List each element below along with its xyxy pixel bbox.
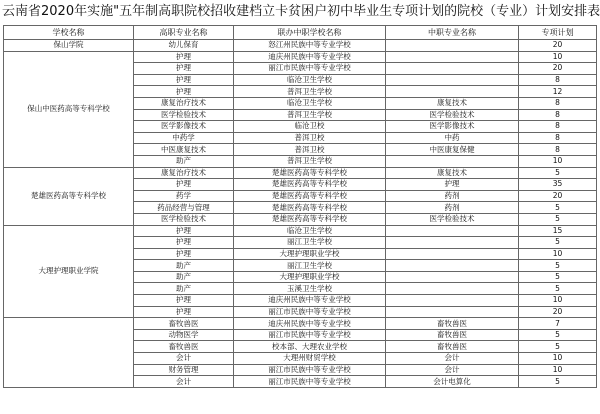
major-name: 康复治疗技术 xyxy=(134,97,234,109)
secondary-major-name: 畜牧兽医 xyxy=(386,318,519,330)
major-name: 医学检验技术 xyxy=(134,213,234,225)
plan-count: 5 xyxy=(519,271,597,283)
partner-school-name: 临沧卫生学校 xyxy=(234,74,386,86)
secondary-major-name: 会计电算化 xyxy=(386,376,519,388)
secondary-major-name xyxy=(386,283,519,295)
secondary-major-name: 药剂 xyxy=(386,190,519,202)
secondary-major-name: 康复技术 xyxy=(386,97,519,109)
plan-count: 10 xyxy=(519,353,597,365)
secondary-major-name: 畜牧兽医 xyxy=(386,341,519,353)
partner-school-name: 普洱卫生学校 xyxy=(234,109,386,121)
major-name: 幼儿保育 xyxy=(134,40,234,52)
partner-school-name: 大理州财贸学校 xyxy=(234,353,386,365)
school-name: 楚雄医药高等专科学校 xyxy=(4,167,134,225)
plan-count: 10 xyxy=(519,155,597,167)
partner-school-name: 怒江州民族中等专业学校 xyxy=(234,40,386,52)
major-name: 护理 xyxy=(134,306,234,318)
plan-count: 20 xyxy=(519,190,597,202)
major-name: 畜牧兽医 xyxy=(134,318,234,330)
major-name: 会计 xyxy=(134,376,234,388)
major-name: 护理 xyxy=(134,74,234,86)
secondary-major-name xyxy=(386,260,519,272)
plan-count: 8 xyxy=(519,74,597,86)
partner-school-name: 楚雄医药高等专科学校 xyxy=(234,213,386,225)
major-name: 中药学 xyxy=(134,132,234,144)
plan-count: 8 xyxy=(519,109,597,121)
header-plan: 专项计划 xyxy=(519,26,597,40)
partner-school-name: 丽江市民族中等专业学校 xyxy=(234,364,386,376)
major-name: 药品经营与管理 xyxy=(134,202,234,214)
plan-count: 10 xyxy=(519,248,597,260)
partner-school-name: 迪庆州民族中等专业学校 xyxy=(234,51,386,63)
header-major: 高职专业名称 xyxy=(134,26,234,40)
plan-count: 8 xyxy=(519,121,597,133)
partner-school-name: 丽江卫生学校 xyxy=(234,260,386,272)
major-name: 护理 xyxy=(134,179,234,191)
major-name: 动物医学 xyxy=(134,329,234,341)
plan-count: 5 xyxy=(519,202,597,214)
partner-school-name: 大理护理职业学校 xyxy=(234,248,386,260)
secondary-major-name: 药剂 xyxy=(386,202,519,214)
table-row xyxy=(4,318,597,330)
secondary-major-name: 医学检验技术 xyxy=(386,109,519,121)
partner-school-name: 楚雄医药高等专科学校 xyxy=(234,167,386,179)
partner-school-name: 玉溪卫生学校 xyxy=(234,283,386,295)
partner-school-name: 临沧卫生学校 xyxy=(234,225,386,237)
secondary-major-name xyxy=(386,225,519,237)
plan-count: 10 xyxy=(519,295,597,307)
partner-school-name: 临沧卫生学校 xyxy=(234,97,386,109)
table-body xyxy=(4,40,597,388)
secondary-major-name xyxy=(386,237,519,249)
major-name: 会计 xyxy=(134,353,234,365)
major-name: 护理 xyxy=(134,51,234,63)
partner-school-name: 楚雄医药高等专科学校 xyxy=(234,190,386,202)
plan-count: 20 xyxy=(519,40,597,52)
plan-count: 8 xyxy=(519,97,597,109)
plan-count: 15 xyxy=(519,225,597,237)
header-sec-major: 中职专业名称 xyxy=(386,26,519,40)
secondary-major-name xyxy=(386,51,519,63)
major-name: 中医康复技术 xyxy=(134,144,234,156)
secondary-major-name: 中医康复保健 xyxy=(386,144,519,156)
major-name: 助产 xyxy=(134,155,234,167)
secondary-major-name xyxy=(386,248,519,260)
table-row xyxy=(4,225,597,237)
secondary-major-name: 康复技术 xyxy=(386,167,519,179)
partner-school-name: 丽江市民族中等专业学校 xyxy=(234,306,386,318)
plan-count: 12 xyxy=(519,86,597,98)
secondary-major-name: 医学影像技术 xyxy=(386,121,519,133)
secondary-major-name: 中药 xyxy=(386,132,519,144)
secondary-major-name xyxy=(386,86,519,98)
secondary-major-name xyxy=(386,74,519,86)
partner-school-name: 丽江市民族中等专业学校 xyxy=(234,376,386,388)
secondary-major-name: 会计 xyxy=(386,353,519,365)
partner-school-name: 普洱卫校 xyxy=(234,144,386,156)
plan-count: 20 xyxy=(519,306,597,318)
table-header-row xyxy=(4,26,597,40)
plan-count: 8 xyxy=(519,132,597,144)
partner-school-name: 丽江市民族中等专业学校 xyxy=(234,329,386,341)
school-name: 保山学院 xyxy=(4,40,134,52)
plan-count: 5 xyxy=(519,283,597,295)
major-name: 助产 xyxy=(134,271,234,283)
partner-school-name: 普洱卫生学校 xyxy=(234,86,386,98)
major-name: 财务管理 xyxy=(134,364,234,376)
secondary-major-name xyxy=(386,271,519,283)
plan-count: 7 xyxy=(519,318,597,330)
plan-count: 10 xyxy=(519,51,597,63)
secondary-major-name xyxy=(386,295,519,307)
secondary-major-name: 会计 xyxy=(386,364,519,376)
secondary-major-name xyxy=(386,306,519,318)
school-name xyxy=(4,318,134,388)
partner-school-name: 大理护理职业学校 xyxy=(234,271,386,283)
major-name: 康复治疗技术 xyxy=(134,167,234,179)
major-name: 护理 xyxy=(134,237,234,249)
major-name: 护理 xyxy=(134,86,234,98)
major-name: 医学检验技术 xyxy=(134,109,234,121)
header-school: 学校名称 xyxy=(4,26,134,40)
partner-school-name: 普洱卫校 xyxy=(234,132,386,144)
major-name: 畜牧兽医 xyxy=(134,341,234,353)
major-name: 护理 xyxy=(134,248,234,260)
secondary-major-name xyxy=(386,40,519,52)
secondary-major-name: 护理 xyxy=(386,179,519,191)
partner-school-name: 迪庆州民族中等专业学校 xyxy=(234,318,386,330)
school-name: 保山中医药高等专科学校 xyxy=(4,51,134,167)
major-name: 护理 xyxy=(134,295,234,307)
table-row xyxy=(4,51,597,63)
plan-count: 35 xyxy=(519,179,597,191)
partner-school-name: 楚雄医药高等专科学校 xyxy=(234,179,386,191)
partner-school-name: 丽江卫生学校 xyxy=(234,237,386,249)
plan-count: 5 xyxy=(519,341,597,353)
plan-count: 5 xyxy=(519,213,597,225)
table-row xyxy=(4,40,597,52)
partner-school-name: 楚雄医药高等专科学校 xyxy=(234,202,386,214)
plan-count: 5 xyxy=(519,329,597,341)
major-name: 助产 xyxy=(134,260,234,272)
major-name: 药学 xyxy=(134,190,234,202)
partner-school-name: 迪庆州民族中等专业学校 xyxy=(234,295,386,307)
table-row xyxy=(4,167,597,179)
header-partner: 联办中职学校名称 xyxy=(234,26,386,40)
plan-count: 5 xyxy=(519,260,597,272)
plan-table xyxy=(3,25,597,388)
partner-school-name: 临沧卫校 xyxy=(234,121,386,133)
partner-school-name: 普洱卫生学校 xyxy=(234,155,386,167)
plan-count: 10 xyxy=(519,364,597,376)
school-name: 大理护理职业学院 xyxy=(4,225,134,318)
major-name: 护理 xyxy=(134,63,234,75)
secondary-major-name xyxy=(386,63,519,75)
plan-count: 8 xyxy=(519,144,597,156)
plan-count: 5 xyxy=(519,167,597,179)
plan-count: 20 xyxy=(519,63,597,75)
partner-school-name: 校本部、大理农业学校 xyxy=(234,341,386,353)
page-title: 云南省2020年实施"五年制高职院校招收建档立卡贫困户初中毕业生专项计划的院校（专业）计划安排表 xyxy=(2,4,600,19)
major-name: 助产 xyxy=(134,283,234,295)
major-name: 医学影像技术 xyxy=(134,121,234,133)
plan-count: 5 xyxy=(519,376,597,388)
partner-school-name: 丽江市民族中等专业学校 xyxy=(234,63,386,75)
major-name: 护理 xyxy=(134,225,234,237)
secondary-major-name: 畜牧兽医 xyxy=(386,329,519,341)
plan-count: 5 xyxy=(519,237,597,249)
secondary-major-name xyxy=(386,155,519,167)
secondary-major-name: 医学检验技术 xyxy=(386,213,519,225)
